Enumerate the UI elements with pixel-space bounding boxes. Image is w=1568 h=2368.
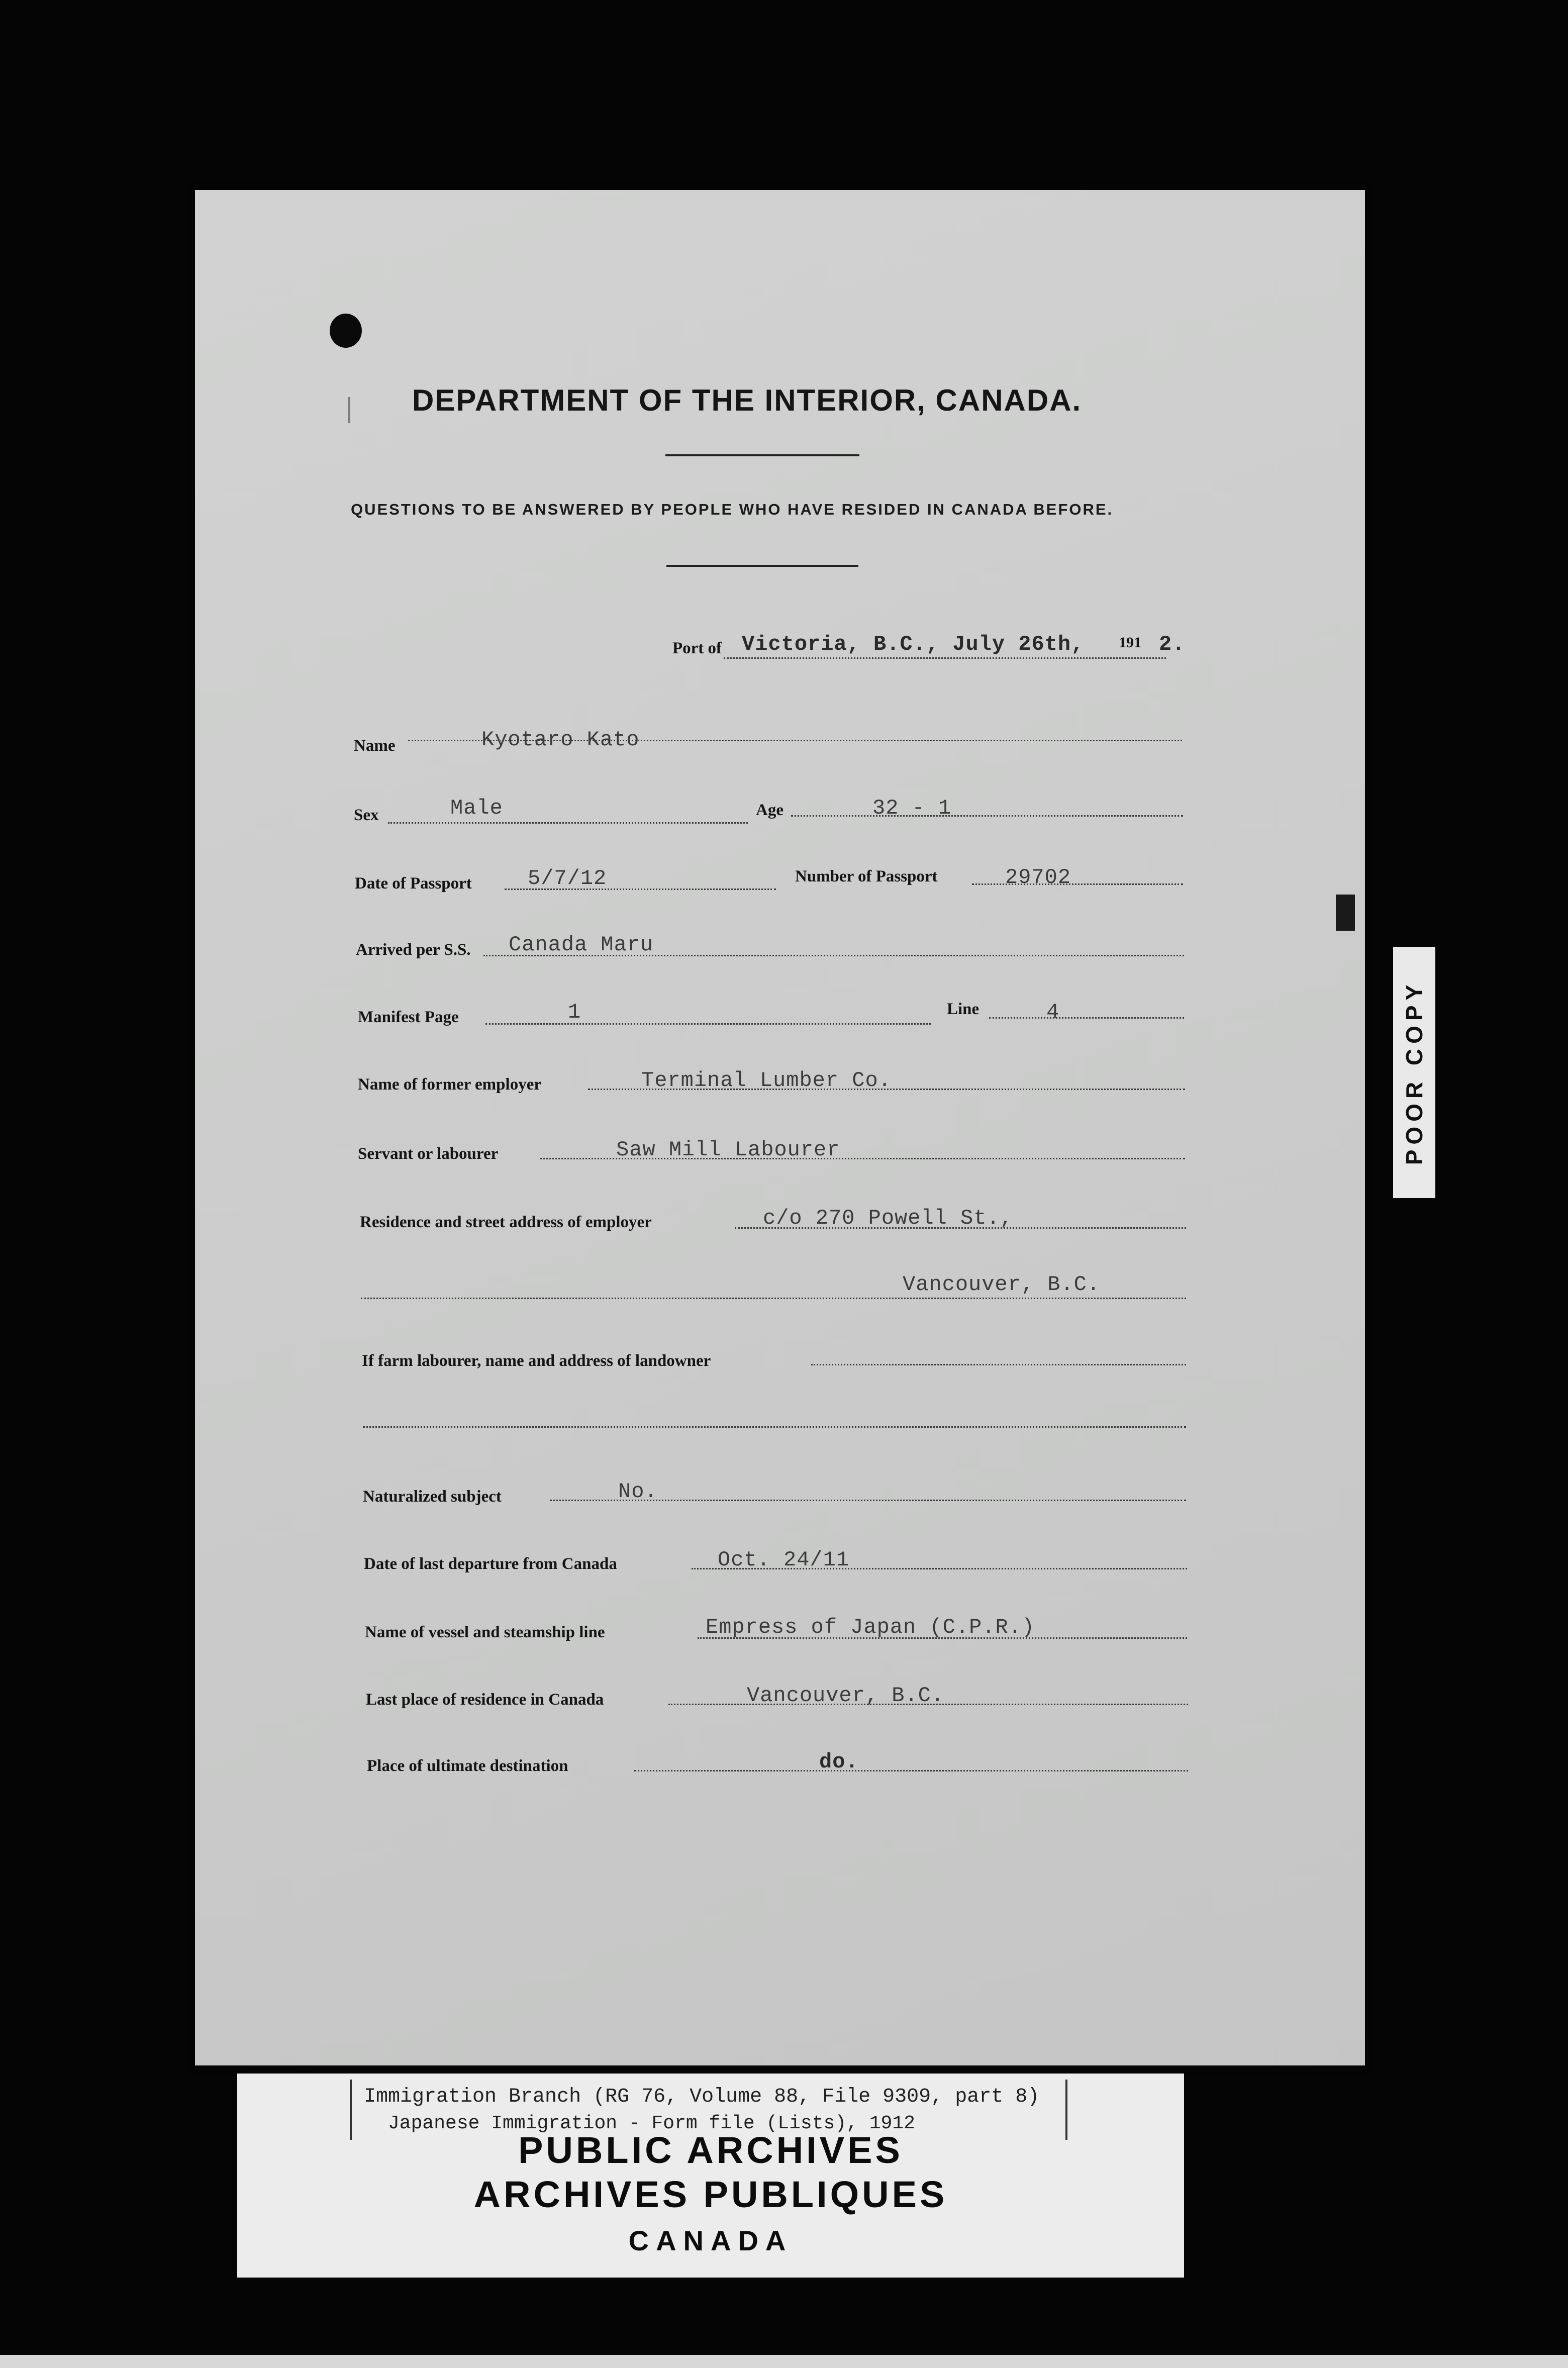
name-label: Name <box>354 737 396 755</box>
last-departure-value: Oct. 24/11 <box>718 1548 850 1572</box>
public-archives-heading: PUBLIC ARCHIVES <box>518 2129 903 2171</box>
last-departure-label: Date of last departure from Canada <box>364 1555 617 1573</box>
sex-dotted-line <box>388 822 748 824</box>
name-value: Kyotaro Kato <box>481 728 640 752</box>
farm-labourer-dotted-line-2 <box>363 1426 1186 1428</box>
department-title: DEPARTMENT OF THE INTERIOR, CANADA. <box>412 383 1082 417</box>
vessel-label: Name of vessel and steamship line <box>365 1623 605 1641</box>
passport-number-dotted-line <box>972 883 1183 885</box>
film-edge <box>0 2355 1568 2368</box>
naturalized-label: Naturalized subject <box>363 1488 502 1506</box>
employer-address-dotted-line-2 <box>361 1298 1186 1299</box>
poor-copy-stamp <box>1393 947 1435 1198</box>
archive-reference-line-2: Japanese Immigration - Form file (Lists), 1912 <box>388 2113 915 2134</box>
destination-label: Place of ultimate destination <box>367 1757 568 1775</box>
destination-value: do. <box>819 1750 859 1774</box>
naturalized-value: No. <box>618 1479 658 1504</box>
line-value: 4 <box>1046 1000 1060 1024</box>
age-dotted-line <box>791 815 1183 817</box>
edge-tab <box>1336 895 1355 931</box>
port-label: Port of <box>672 639 722 657</box>
servant-labourer-value: Saw Mill Labourer <box>616 1138 840 1162</box>
passport-date-value: 5/7/12 <box>528 866 607 891</box>
vessel-value: Empress of Japan (C.P.R.) <box>706 1615 1035 1639</box>
farm-labourer-label: If farm labourer, name and address of landowner <box>362 1352 711 1370</box>
former-employer-label: Name of former employer <box>358 1075 541 1094</box>
form-subtitle: QUESTIONS TO BE ANSWERED BY PEOPLE WHO HAVE RESIDED IN CANADA BEFORE. <box>351 501 1114 518</box>
former-employer-value: Terminal Lumber Co. <box>641 1068 892 1093</box>
form-sheet <box>195 190 1365 2065</box>
employer-address-label: Residence and street address of employer <box>360 1213 652 1231</box>
archive-reference-line-1: Immigration Branch (RG 76, Volume 88, File 9309, part 8) <box>364 2086 1040 2108</box>
manifest-page-value: 1 <box>568 1000 581 1024</box>
last-residence-value: Vancouver, B.C. <box>747 1684 945 1708</box>
poor-copy-text: POOR COPY <box>1401 979 1427 1165</box>
passport-number-label: Number of Passport <box>795 867 938 885</box>
subtitle-divider <box>666 565 858 567</box>
passport-date-label: Date of Passport <box>355 874 472 893</box>
sex-label: Sex <box>354 806 379 824</box>
manifest-page-label: Manifest Page <box>358 1008 459 1026</box>
archives-publiques-heading: ARCHIVES PUBLIQUES <box>473 2174 948 2215</box>
age-label: Age <box>756 801 783 819</box>
margin-mark <box>348 397 354 423</box>
farm-labourer-dotted-line <box>811 1364 1186 1365</box>
year-prefix: 191 <box>1119 634 1141 651</box>
manifest-page-dotted-line <box>485 1023 931 1025</box>
year-suffix: 2. <box>1159 632 1186 656</box>
arrived-per-value: Canada Maru <box>509 933 654 957</box>
sex-value: Male <box>450 796 503 820</box>
destination-dotted-line <box>634 1770 1188 1771</box>
passport-number-value: 29702 <box>1005 865 1071 890</box>
last-residence-label: Last place of residence in Canada <box>366 1691 604 1709</box>
punch-hole <box>330 314 362 348</box>
port-value: Victoria, B.C., July 26th, <box>742 632 1085 656</box>
servant-labourer-label: Servant or labourer <box>358 1145 499 1163</box>
port-dotted-line <box>724 657 1166 659</box>
line-label: Line <box>947 1000 979 1018</box>
employer-address-value-2: Vancouver, B.C. <box>903 1272 1101 1297</box>
arrived-per-label: Arrived per S.S. <box>356 941 471 959</box>
header-divider <box>665 454 859 456</box>
canada-heading: CANADA <box>628 2225 793 2256</box>
age-value: 32 - 1 <box>872 796 952 820</box>
employer-address-value: c/o 270 Powell St., <box>763 1206 1013 1230</box>
line-dotted-line <box>989 1017 1184 1019</box>
